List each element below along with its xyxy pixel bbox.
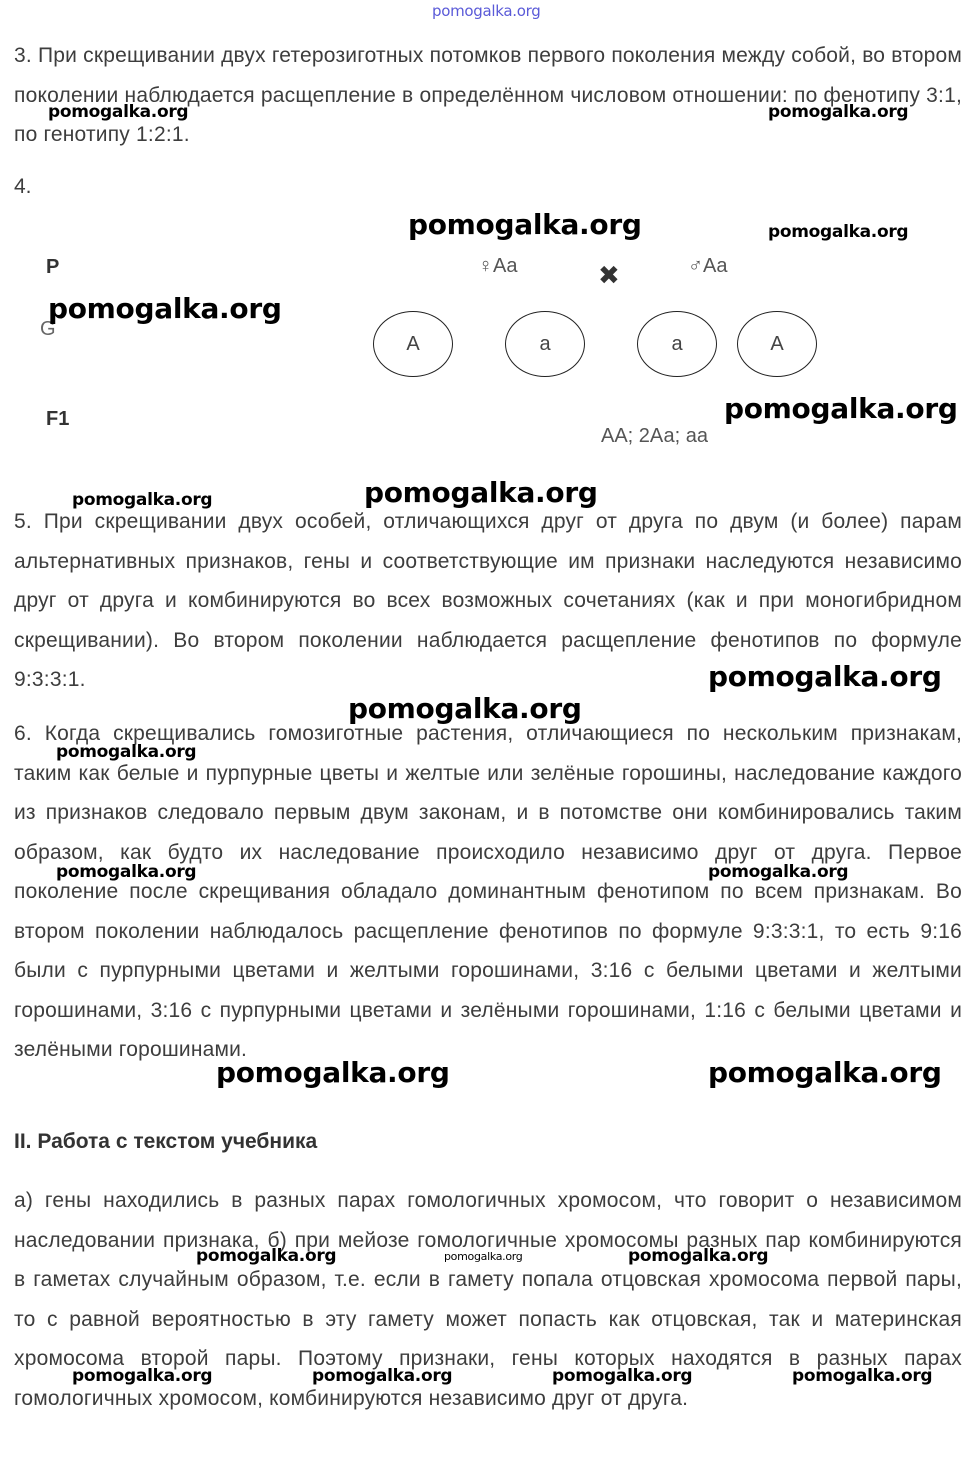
watermark: pomogalka.org — [364, 476, 598, 509]
watermark: pomogalka.org — [72, 490, 213, 510]
watermark: pomogalka.org — [444, 1250, 523, 1263]
watermark: pomogalka.org — [72, 1366, 213, 1386]
watermark: pomogalka.org — [792, 1366, 933, 1386]
gamete-circle: A — [737, 311, 817, 377]
paragraph-3: 3. При скрещивании двух гетерозиготных потомков первого поколения между собой, во втором поколении наблюдается расщепление в определённом числовом отношении: по фенотипу 3:1, по генотипу 1:2:1. — [14, 44, 962, 146]
watermark: pomogalka.org — [552, 1366, 693, 1386]
paragraph-4-number: 4. — [14, 175, 32, 198]
watermark: pomogalka.org — [48, 102, 189, 122]
watermark: pomogalka.org — [56, 742, 197, 762]
watermark: pomogalka.org — [628, 1246, 769, 1266]
watermark: pomogalka.org — [708, 862, 849, 882]
label-parents: P — [46, 256, 60, 278]
cross-icon: ✖ — [598, 260, 620, 290]
gamete-circle: A — [373, 311, 453, 377]
watermark: pomogalka.org — [196, 1246, 337, 1266]
watermark: pomogalka.org — [216, 1056, 450, 1089]
watermark: pomogalka.org — [56, 862, 197, 882]
male-parent-genotype: ♂Aa — [688, 255, 728, 277]
header-watermark: pomogalka.org — [432, 2, 541, 20]
watermark: pomogalka.org — [768, 102, 909, 122]
paragraph-5: 5. При скрещивании двух особей, отличающихся друг от друга по двум (и более) парам альтернативных признаков, гены и соответствующие им признаки наследуются независимо друг от друга и комбинируются во всех возможных сочетаниях (как и при моногибридном скрещивании). Во втором поколении наблюдается расщепление фенотипов по формуле 9:3:3:1. — [14, 510, 962, 691]
watermark: pomogalka.org — [724, 392, 958, 425]
gamete-circle: a — [505, 311, 585, 377]
watermark: pomogalka.org — [408, 208, 642, 241]
watermark: pomogalka.org — [48, 292, 282, 325]
watermark: pomogalka.org — [312, 1366, 453, 1386]
paragraph-6: 6. Когда скрещивались гомозиготные растения, отличающиеся по нескольким признакам, таким как белые и пурпурные цветы и желтые или зелёные горошины, наследование каждого из признаков следовало первым двум законам, и в потомстве они комбинировались таким образом, как будто их наследование происходило независимо друг от друга. Первое поколение после скрещивания обладало доминантным фенотипом по всем признакам. Во втором поколении наблюдалось расщепление фенотипов по формуле 9:3:3:1, то есть 9:16 были с пурпурными цветами и желтыми горошинами, 3:16 с белыми цветами и желтыми горошинами, 3:16 с пурпурными цветами и зелёными горошинами, 1:16 с белыми цветами и зелёными горошинами. — [14, 722, 962, 1061]
label-gametes: G — [40, 318, 56, 340]
label-f1: F1 — [46, 408, 70, 430]
watermark: pomogalka.org — [768, 222, 909, 242]
watermark: pomogalka.org — [708, 660, 942, 693]
watermark: pomogalka.org — [708, 1056, 942, 1089]
gamete-circle: a — [637, 311, 717, 377]
paragraph-7: а) гены находились в разных парах гомологичных хромосом, что говорит о независимом наследовании признака, б) при мейозе гомологичные хромосомы разных пар комбинируются в гаметах случайным образом, т.е. если в гамету попала отцовская хромосома первой пары, то с равной вероятностью в эту гамету может попасть как отцовская, так и материнская хромосома второй пары. Поэтому признаки, гены которых находятся в разных парах гомологичных хромосом, комбинируются независимо друг от друга. — [14, 1189, 962, 1410]
offspring-genotypes: АА; 2Аа; аа — [601, 425, 708, 447]
female-parent-genotype: ♀Aa — [478, 255, 518, 277]
watermark: pomogalka.org — [348, 692, 582, 725]
section-heading: II. Работа с текстом учебника — [14, 1130, 318, 1153]
